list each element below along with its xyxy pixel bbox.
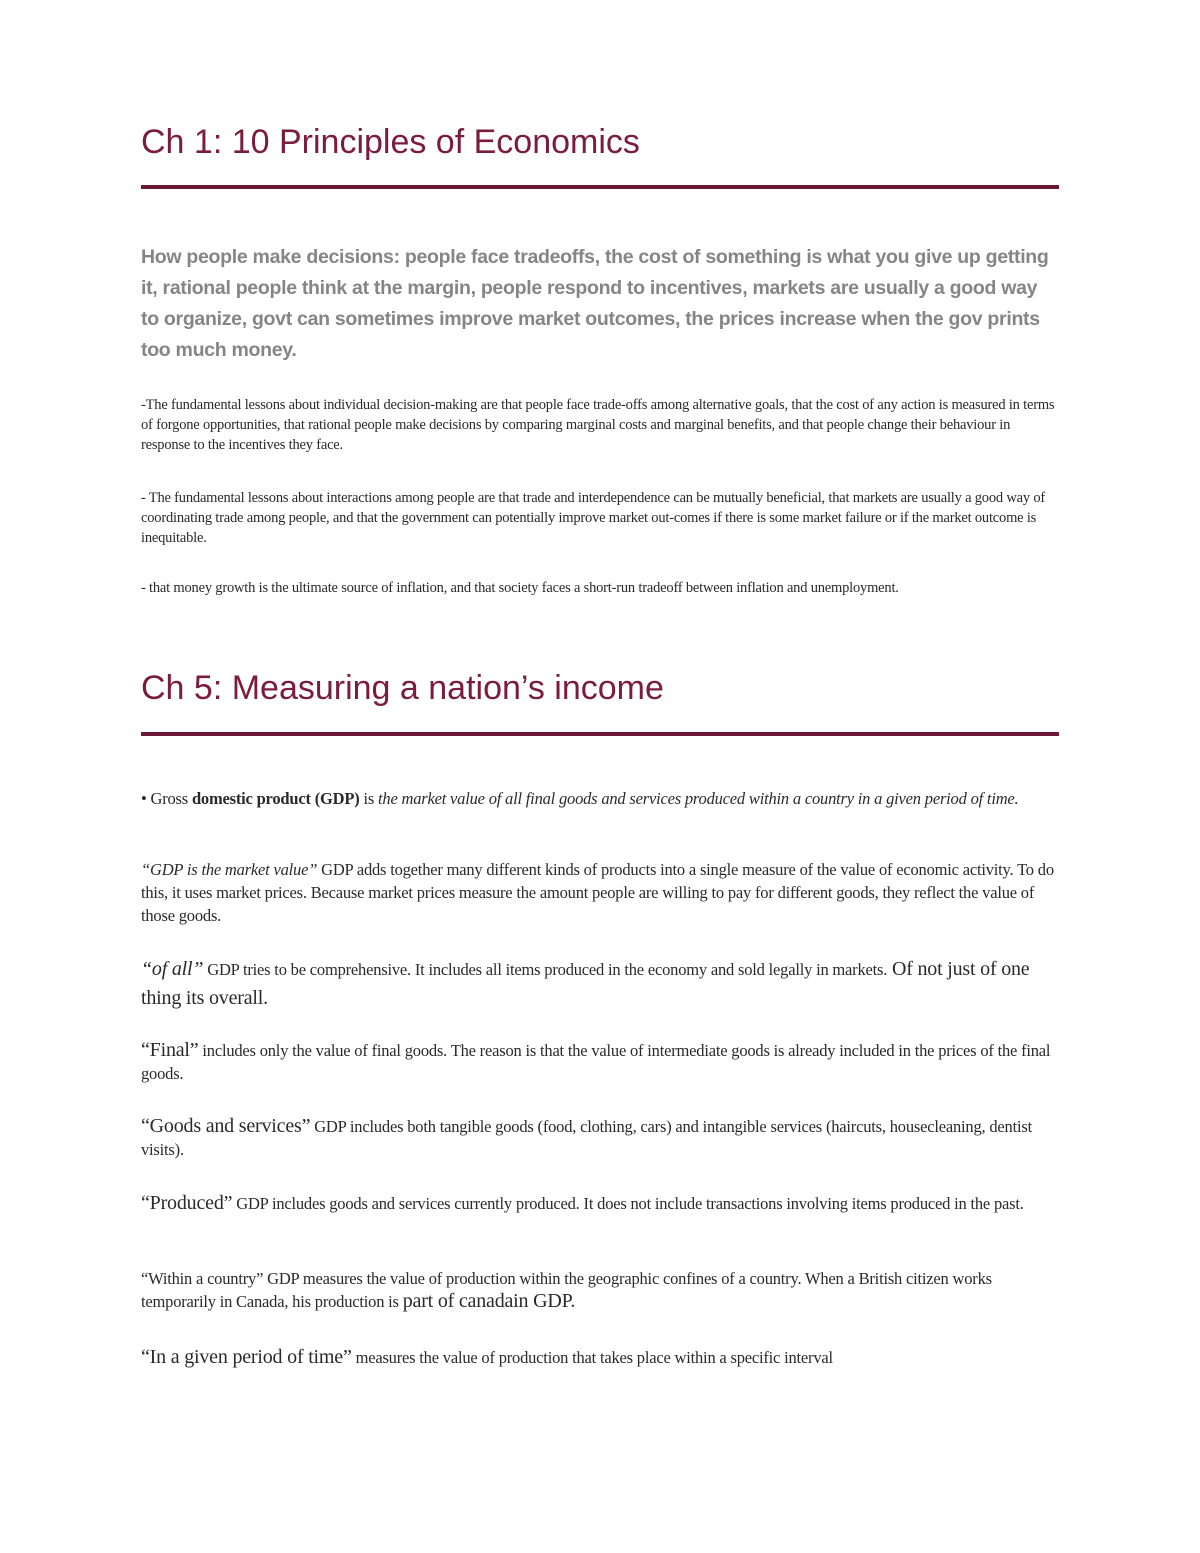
gdp-term: domestic product (GDP): [191, 789, 360, 808]
ch1-heading-rule: [141, 185, 1059, 189]
produced-term: “Produced”: [141, 1192, 233, 1214]
period-paragraph: [141, 1346, 1059, 1369]
gdp-definition: [141, 787, 1059, 810]
within-country-extra: part of canadain GDP.: [402, 1290, 576, 1312]
market-value-term: “GDP is the market value”: [141, 860, 318, 879]
produced-text: GDP includes goods and services currently produced. It does not include transactions involving items produced in the past.: [232, 1194, 1024, 1213]
market-value-text: GDP adds together many different kinds of products into a single measure of the value of economic activity. To do this, it uses market prices. Because market prices measure the amount people are willing to pay for different goods, they reflect the value of those goods.: [141, 860, 1054, 925]
goods-services-term: “Goods and services”: [141, 1115, 311, 1137]
within-country-paragraph: [141, 1267, 1059, 1313]
final-text: includes only the value of final goods. The reason is that the value of intermediate goods is already included in the prices of the final goods.: [141, 1041, 1051, 1083]
goods-services-text: GDP includes both tangible goods (food, clothing, cars) and intangible services (haircuts, housecleaning, dentist visits).: [141, 1117, 1032, 1159]
ch5-heading: Ch 5: Measuring a nation’s income: [141, 669, 664, 707]
final-paragraph: [141, 1039, 1059, 1085]
final-term: “Final”: [141, 1039, 199, 1061]
ch1-heading: Ch 1: 10 Principles of Economics: [141, 123, 640, 161]
ch1-paragraph-3: - that money growth is the ultimate source of inflation, and that society faces a short-run tradeoff between inflation and unemployment.: [141, 580, 899, 596]
of-all-extra: Of not just of one thing its overall.: [141, 958, 1030, 1009]
of-all-paragraph: [141, 955, 1059, 1013]
goods-services-paragraph: [141, 1115, 1059, 1161]
within-country-term: “Within a country”: [141, 1269, 264, 1288]
within-country-text: GDP measures the value of production within the geographic confines of a country. When a British citizen works temporarily in Canada, his production is: [141, 1269, 992, 1311]
ch1-paragraph-2: - The fundamental lessons about interactions among people are that trade and interdependence can be mutually beneficial, that markets are usually a good way of coordinating trade among people, and that the government can potentially improve market out-comes if there is some market failure or if the market outcome is inequitable.: [141, 490, 1046, 546]
of-all-term: “of all”: [141, 958, 204, 980]
produced-paragraph: [141, 1192, 1059, 1215]
ch5-heading-rule: [141, 732, 1059, 736]
ch1-paragraph-1: -The fundamental lessons about individual decision-making are that people face trade-offs among alternative goals, that the cost of any action is measured in terms of forgone opportunities, that rational people make decisions by comparing marginal costs and marginal benefits, and that people change their behaviour in response to the incentives they face.: [141, 397, 1055, 453]
ch1-intro: How people make decisions: people face tradeoffs, the cost of something is what you give up getting it, rational people think at the margin, people respond to incentives, markets are usually a good way to organize, govt can sometimes improve market outcomes, the prices increase when the gov prints too much money.: [141, 246, 1049, 361]
gdp-definition-text: the market value of all final goods and services produced within a country in a given period of time.: [378, 789, 1019, 808]
bullet-text: • Gross: [141, 789, 192, 808]
period-text: measures the value of production that takes place within a specific interval: [351, 1348, 833, 1367]
of-all-text: GDP tries to be comprehensive. It includes all items produced in the economy and sold legally in markets.: [203, 960, 888, 979]
period-term: “In a given period of time”: [141, 1346, 352, 1368]
is-text: is: [359, 789, 379, 808]
market-value-paragraph: [141, 858, 1059, 927]
